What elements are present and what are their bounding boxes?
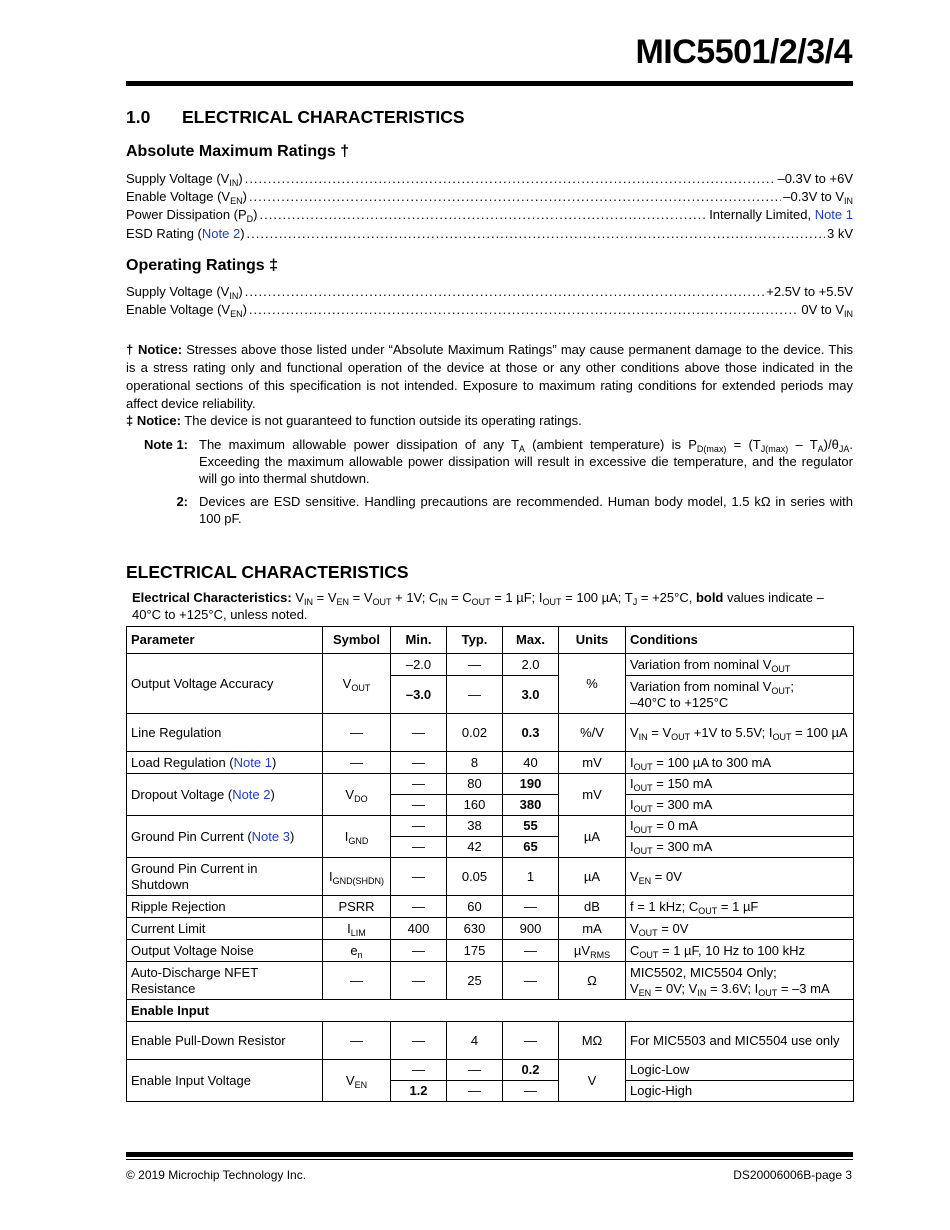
max-cell: 2.0 bbox=[503, 654, 559, 676]
rating-label: ESD Rating ( bbox=[126, 226, 202, 241]
min-cell: — bbox=[391, 962, 447, 1000]
note-2 bbox=[126, 493, 853, 529]
min-cell: –3.0 bbox=[391, 676, 447, 714]
header-symbol: Symbol bbox=[323, 627, 391, 654]
table-row bbox=[127, 962, 854, 1000]
header-parameter: Parameter bbox=[127, 627, 323, 654]
table-section-row bbox=[127, 1000, 854, 1022]
note-text: Devices are ESD sensitive. Handling precautions are recommended. Human body model, 1.5 kΩ in series with 100 pF. bbox=[199, 494, 853, 526]
table-row bbox=[127, 774, 854, 795]
max-cell: — bbox=[503, 962, 559, 1000]
header-rule bbox=[126, 81, 853, 86]
typ-cell: 160 bbox=[447, 795, 503, 816]
conditions-cell: $C_{OUT} = 1$ µF, 10 Hz to 100 kHz bbox=[626, 940, 854, 962]
rating-label-sub: IN bbox=[229, 178, 239, 188]
header-max: Max. bbox=[503, 627, 559, 654]
rating-value: +2.5V to +5.5V bbox=[766, 284, 853, 299]
symbol-cell: — bbox=[323, 714, 391, 752]
param-cell: Dropout Voltage (Note 2) bbox=[127, 774, 323, 816]
conditions-cell: Variation from nominal $V_{OUT}$; –40°C to +125°C bbox=[626, 676, 854, 714]
max-cell: 190 bbox=[503, 774, 559, 795]
min-cell: — bbox=[391, 752, 447, 774]
max-cell: 900 bbox=[503, 918, 559, 940]
table-row bbox=[127, 752, 854, 774]
max-cell: 1 bbox=[503, 858, 559, 896]
rating-label: Enable Voltage (V bbox=[126, 189, 231, 204]
max-cell: 3.0 bbox=[503, 676, 559, 714]
symbol-cell: $V_{OUT}$ bbox=[323, 654, 391, 714]
section-label: Enable Input bbox=[127, 1000, 854, 1022]
leader-dots bbox=[249, 188, 781, 206]
max-cell: 0.2 bbox=[503, 1060, 559, 1081]
min-cell: — bbox=[391, 940, 447, 962]
symbol-cell: — bbox=[323, 752, 391, 774]
typ-cell: 0.05 bbox=[447, 858, 503, 896]
header-conditions: Conditions bbox=[626, 627, 854, 654]
op-rating-row bbox=[126, 301, 853, 319]
electrical-characteristics-table bbox=[126, 626, 854, 1102]
symbol-cell: — bbox=[323, 1022, 391, 1060]
units-cell: mV bbox=[559, 752, 626, 774]
typ-cell: 25 bbox=[447, 962, 503, 1000]
conditions-cell: Variation from nominal $V_{OUT}$ bbox=[626, 654, 854, 676]
symbol-cell: PSRR bbox=[323, 896, 391, 918]
conditions-cell: $I_{OUT} = 0$ mA bbox=[626, 816, 854, 837]
ec-conditions: Electrical Characteristics: $V_{IN} = V_{EN} = V_{OUT} + 1V$; $C_{IN} = C_{OUT} = 1$ µF; $I_{OUT} = 100$ µA; $T_J = +25^\circ C$, bold values indicate –40°C to +125°C, unless noted. bbox=[132, 590, 824, 622]
units-cell: dB bbox=[559, 896, 626, 918]
notice-text: Stresses above those listed under “Absolute Maximum Ratings” may cause permanent damage to the device. This is a stress rating only and functional operation of the device at those or any other conditions above those indicated in the operational sections of this specification is not intended. Exposure to maximum rating conditions for extended periods may affect device reliability. bbox=[126, 342, 853, 411]
footer-rule bbox=[126, 1152, 853, 1157]
symbol-cell: $V_{DO}$ bbox=[323, 774, 391, 816]
note-label: 2: bbox=[176, 494, 188, 509]
table-header-row bbox=[127, 627, 854, 654]
notice-text: The device is not guaranteed to function outside its operating ratings. bbox=[180, 413, 582, 428]
typ-cell: 38 bbox=[447, 816, 503, 837]
min-cell: — bbox=[391, 795, 447, 816]
param-cell: Ground Pin Current (Note 3) bbox=[127, 816, 323, 858]
table-row bbox=[127, 714, 854, 752]
header-min: Min. bbox=[391, 627, 447, 654]
rating-label: Enable Voltage (V bbox=[126, 302, 231, 317]
units-cell: Ω bbox=[559, 962, 626, 1000]
conditions-cell: $V_{IN} = V_{OUT} +1V$ to 5.5V; $I_{OUT} = 100$ µA bbox=[626, 714, 854, 752]
conditions-cell: $I_{OUT} = 150$ mA bbox=[626, 774, 854, 795]
min-cell: — bbox=[391, 714, 447, 752]
param-cell: Current Limit bbox=[127, 918, 323, 940]
units-cell: µA bbox=[559, 816, 626, 858]
operating-ratings-heading: Operating Ratings ‡ bbox=[126, 257, 279, 274]
leader-dots bbox=[247, 225, 825, 243]
typ-cell: — bbox=[447, 1060, 503, 1081]
conditions-cell: $I_{OUT} = 300$ mA bbox=[626, 795, 854, 816]
note-3-link[interactable]: Note 3 bbox=[251, 828, 290, 844]
footer-rule-thin bbox=[126, 1159, 853, 1160]
typ-cell: — bbox=[447, 654, 503, 676]
table-row bbox=[127, 1022, 854, 1060]
table-row bbox=[127, 816, 854, 837]
symbol-cell: $I_{GND}$ bbox=[323, 816, 391, 858]
units-cell: % bbox=[559, 654, 626, 714]
min-cell: — bbox=[391, 1060, 447, 1081]
units-cell: MΩ bbox=[559, 1022, 626, 1060]
symbol-cell: $e_n$ bbox=[323, 940, 391, 962]
ec-heading: ELECTRICAL CHARACTERISTICS bbox=[126, 562, 409, 582]
notice-label: † Notice: bbox=[126, 342, 183, 357]
rating-label: Supply Voltage (V bbox=[126, 171, 230, 186]
rating-label-end: ) bbox=[240, 226, 245, 241]
table-row bbox=[127, 858, 854, 896]
units-cell: %/V bbox=[559, 714, 626, 752]
units-cell: µV$_{RMS}$ bbox=[559, 940, 626, 962]
table-row bbox=[127, 940, 854, 962]
rating-label-sub: D bbox=[246, 214, 254, 224]
abs-max-row bbox=[126, 188, 853, 206]
typ-cell: 4 bbox=[447, 1022, 503, 1060]
rating-value-sub: IN bbox=[844, 309, 853, 319]
abs-max-row bbox=[126, 170, 853, 188]
symbol-cell: — bbox=[323, 962, 391, 1000]
max-cell: 0.3 bbox=[503, 714, 559, 752]
conditions-cell: f = 1 kHz; $C_{OUT} = 1$ µF bbox=[626, 896, 854, 918]
max-cell: 40 bbox=[503, 752, 559, 774]
max-cell: — bbox=[503, 1022, 559, 1060]
param-cell: Load Regulation (Note 1) bbox=[127, 752, 323, 774]
footer-copyright: © 2019 Microchip Technology Inc. bbox=[126, 1168, 307, 1182]
min-cell: — bbox=[391, 896, 447, 918]
typ-cell: 42 bbox=[447, 837, 503, 858]
rating-label: Power Dissipation (P bbox=[126, 207, 247, 222]
typ-cell: 630 bbox=[447, 918, 503, 940]
note-2-link[interactable]: Note 2 bbox=[201, 226, 241, 241]
typ-cell: 0.02 bbox=[447, 714, 503, 752]
rating-value: Internally Limited, bbox=[709, 207, 815, 222]
conditions-cell: For MIC5503 and MIC5504 use only bbox=[626, 1022, 854, 1060]
leader-dots bbox=[245, 170, 776, 188]
leader-dots bbox=[249, 301, 799, 319]
min-cell: 400 bbox=[391, 918, 447, 940]
note-text: The maximum allowable power dissipation of any $T_A$ (ambient temperature) is $P_{D(max)} = (T_{J(max)} - T_A)/\theta_{JA}$. Exceeding the maximum allowable power dissipation will result in excessive die temperature, and the regulator will go into thermal shutdown. bbox=[199, 437, 853, 486]
op-rating-row bbox=[126, 283, 853, 301]
rating-label-end: ) bbox=[238, 171, 243, 186]
rating-label-end: ) bbox=[242, 302, 247, 317]
conditions-cell: Logic-High bbox=[626, 1081, 854, 1102]
param-cell: Auto-Discharge NFET Resistance bbox=[127, 962, 323, 1000]
rating-value: 0V to V bbox=[801, 302, 844, 317]
units-cell: mV bbox=[559, 774, 626, 816]
param-cell: Ripple Rejection bbox=[127, 896, 323, 918]
min-cell: 1.2 bbox=[391, 1081, 447, 1102]
rating-label-sub: IN bbox=[229, 291, 239, 301]
section-number: 1.0 bbox=[126, 107, 151, 127]
rating-label-end: ) bbox=[253, 207, 258, 222]
param-cell: Line Regulation bbox=[127, 714, 323, 752]
section-heading bbox=[126, 107, 465, 128]
param-cell: Enable Pull-Down Resistor bbox=[127, 1022, 323, 1060]
min-cell: — bbox=[391, 774, 447, 795]
abs-max-heading: Absolute Maximum Ratings † bbox=[126, 143, 350, 160]
abs-max-row bbox=[126, 206, 853, 224]
abs-max-row bbox=[126, 225, 853, 243]
stress-notice bbox=[126, 341, 853, 413]
conditions-cell: Logic-Low bbox=[626, 1060, 854, 1081]
max-cell: 55 bbox=[503, 816, 559, 837]
symbol-cell: $V_{EN}$ bbox=[323, 1060, 391, 1102]
operating-notice bbox=[126, 412, 853, 430]
table-row bbox=[127, 896, 854, 918]
typ-cell: 60 bbox=[447, 896, 503, 918]
typ-cell: — bbox=[447, 1081, 503, 1102]
rating-label-end: ) bbox=[242, 189, 247, 204]
note-1 bbox=[126, 436, 853, 488]
header-units: Units bbox=[559, 627, 626, 654]
min-cell: — bbox=[391, 816, 447, 837]
symbol-cell: $I_{GND(SHDN)}$ bbox=[323, 858, 391, 896]
leader-dots bbox=[245, 283, 765, 301]
rating-value-sub: IN bbox=[844, 196, 853, 206]
conditions-cell: MIC5502, MIC5504 Only; $V_{EN} = 0V$; $V_{IN} = 3.6V$; $I_{OUT} = -3$ mA bbox=[626, 962, 854, 1000]
table-row bbox=[127, 654, 854, 676]
max-cell: 380 bbox=[503, 795, 559, 816]
typ-cell: 8 bbox=[447, 752, 503, 774]
max-cell: — bbox=[503, 896, 559, 918]
param-cell: Enable Input Voltage bbox=[127, 1060, 323, 1102]
conditions-cell: $V_{EN} = 0V$ bbox=[626, 858, 854, 896]
note-label: Note 1: bbox=[143, 437, 188, 452]
typ-cell: — bbox=[447, 676, 503, 714]
typ-cell: 175 bbox=[447, 940, 503, 962]
param-cell: Ground Pin Current in Shutdown bbox=[127, 858, 323, 896]
note-1-link[interactable]: Note 1 bbox=[233, 754, 272, 770]
min-cell: –2.0 bbox=[391, 654, 447, 676]
table-row bbox=[127, 1060, 854, 1081]
units-cell: mA bbox=[559, 918, 626, 940]
document-title: MIC5501/2/3/4 bbox=[635, 33, 852, 71]
symbol-cell: $I_{LIM}$ bbox=[323, 918, 391, 940]
note-1-link[interactable]: Note 1 bbox=[814, 207, 853, 222]
max-cell: — bbox=[503, 1081, 559, 1102]
footer-page-id: DS20006006B-page 3 bbox=[733, 1168, 852, 1182]
rating-value: 3 kV bbox=[826, 226, 853, 241]
header-typ: Typ. bbox=[447, 627, 503, 654]
param-cell: Output Voltage Accuracy bbox=[127, 654, 323, 714]
rating-label-end: ) bbox=[238, 284, 243, 299]
units-cell: µA bbox=[559, 858, 626, 896]
max-cell: 65 bbox=[503, 837, 559, 858]
rating-value: –0.3V to V bbox=[783, 189, 844, 204]
note-2-link[interactable]: Note 2 bbox=[232, 786, 271, 802]
conditions-cell: $I_{OUT} = 300$ mA bbox=[626, 837, 854, 858]
rating-label: Supply Voltage (V bbox=[126, 284, 230, 299]
conditions-cell: $I_{OUT} = 100$ µA to 300 mA bbox=[626, 752, 854, 774]
rating-value: –0.3V to +6V bbox=[777, 171, 853, 186]
conditions-cell: $V_{OUT} = 0V$ bbox=[626, 918, 854, 940]
param-cell: Output Voltage Noise bbox=[127, 940, 323, 962]
min-cell: — bbox=[391, 1022, 447, 1060]
min-cell: — bbox=[391, 837, 447, 858]
typ-cell: 80 bbox=[447, 774, 503, 795]
rating-label-sub: EN bbox=[230, 196, 243, 206]
min-cell: — bbox=[391, 858, 447, 896]
units-cell: V bbox=[559, 1060, 626, 1102]
table-row bbox=[127, 918, 854, 940]
leader-dots bbox=[260, 206, 708, 224]
notice-label: ‡ Notice: bbox=[126, 413, 181, 428]
max-cell: — bbox=[503, 940, 559, 962]
section-title: ELECTRICAL CHARACTERISTICS bbox=[182, 107, 465, 127]
rating-label-sub: EN bbox=[230, 309, 243, 319]
